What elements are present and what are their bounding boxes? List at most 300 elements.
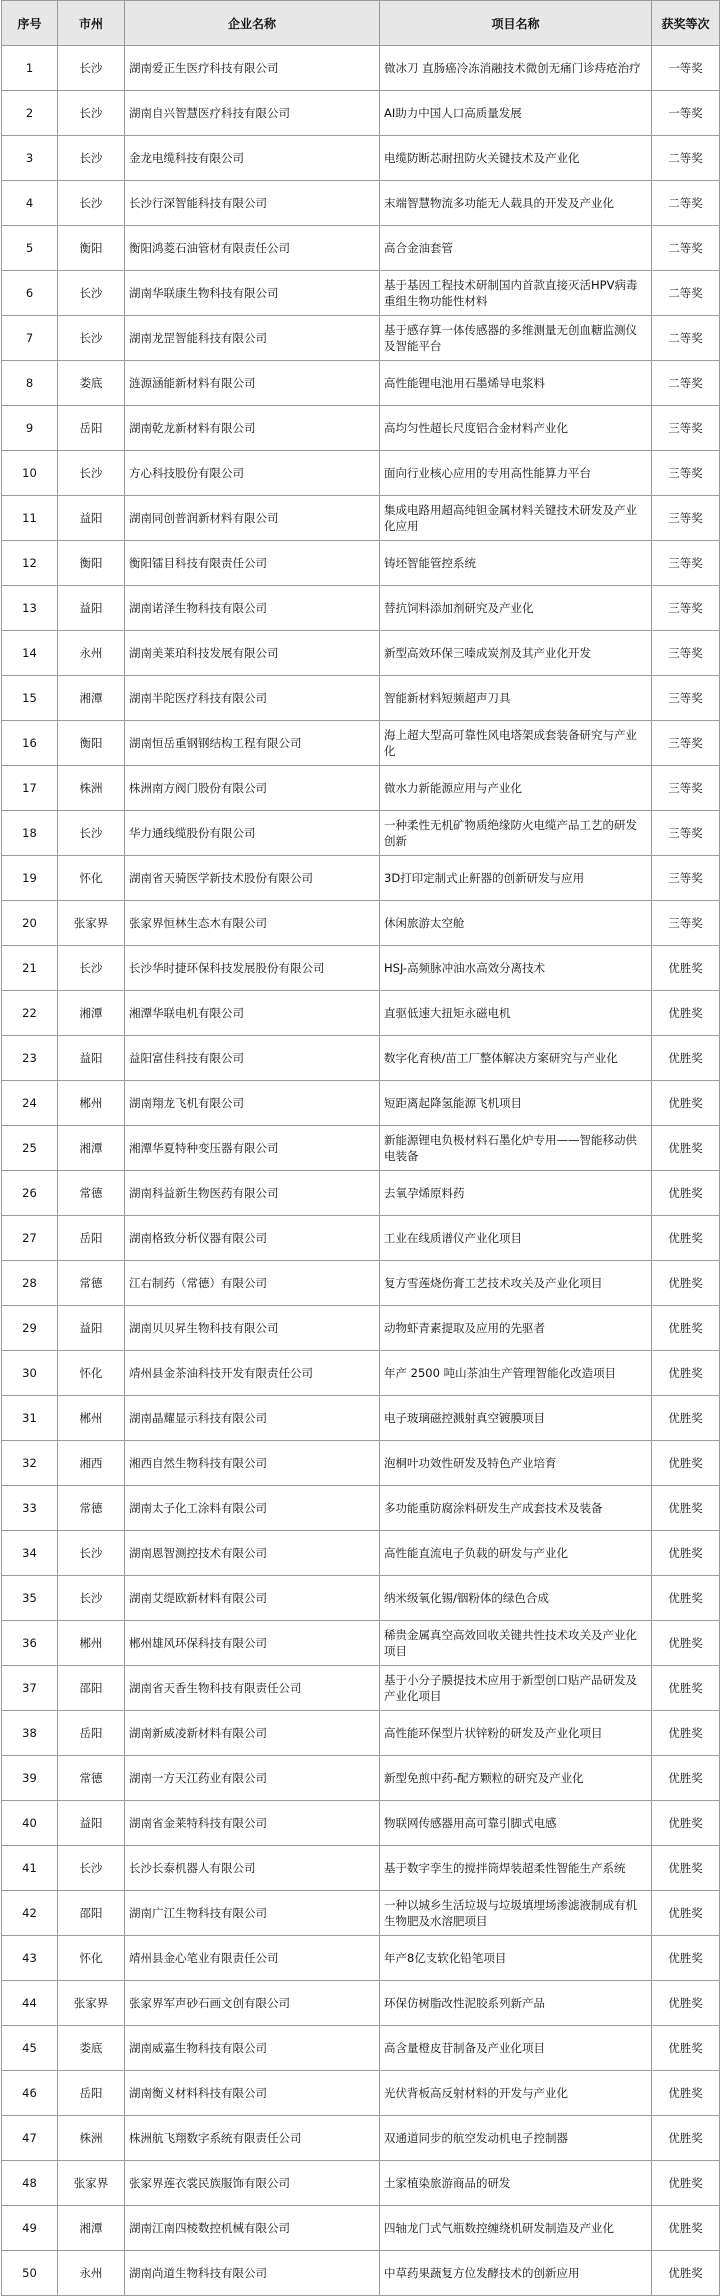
table-row xyxy=(2,1306,720,1351)
table-row xyxy=(2,1711,720,1756)
cell-project: 末端智慧物流多功能无人载具的开发及产业化 xyxy=(380,181,652,226)
cell-city: 郴州 xyxy=(58,1081,125,1126)
cell-city: 邵阳 xyxy=(58,1891,125,1936)
cell-city: 张家界 xyxy=(58,1981,125,2026)
cell-city: 湘潭 xyxy=(58,1126,125,1171)
cell-company: 湖南贝贝昇生物科技有限公司 xyxy=(125,1306,380,1351)
cell-project: 土家植染旅游商品的研发 xyxy=(380,2161,652,2206)
table-row xyxy=(2,676,720,721)
cell-num: 50 xyxy=(2,2251,58,2296)
cell-city: 长沙 xyxy=(58,451,125,496)
cell-company: 湖南乾龙新材料有限公司 xyxy=(125,406,380,451)
cell-award: 优胜奖 xyxy=(652,1216,720,1261)
cell-city: 娄底 xyxy=(58,2026,125,2071)
cell-city: 株洲 xyxy=(58,2116,125,2161)
table-row xyxy=(2,1891,720,1936)
cell-city: 湘潭 xyxy=(58,2206,125,2251)
cell-award: 优胜奖 xyxy=(652,2206,720,2251)
cell-award: 优胜奖 xyxy=(652,1486,720,1531)
cell-num: 45 xyxy=(2,2026,58,2071)
cell-city: 株洲 xyxy=(58,766,125,811)
cell-company: 湘潭华夏特种变压器有限公司 xyxy=(125,1126,380,1171)
cell-award: 优胜奖 xyxy=(652,1036,720,1081)
cell-award: 三等奖 xyxy=(652,811,720,856)
cell-num: 21 xyxy=(2,946,58,991)
cell-num: 36 xyxy=(2,1621,58,1666)
cell-num: 27 xyxy=(2,1216,58,1261)
cell-award: 优胜奖 xyxy=(652,991,720,1036)
cell-company: 湖南省天香生物科技有限责任公司 xyxy=(125,1666,380,1711)
cell-award: 优胜奖 xyxy=(652,1396,720,1441)
cell-company: 湖南美莱珀科技发展有限公司 xyxy=(125,631,380,676)
table-row xyxy=(2,766,720,811)
cell-project: 新型高效环保三嗪成炭剂及其产业化开发 xyxy=(380,631,652,676)
cell-city: 长沙 xyxy=(58,91,125,136)
cell-num: 46 xyxy=(2,2071,58,2116)
cell-city: 娄底 xyxy=(58,361,125,406)
cell-num: 7 xyxy=(2,316,58,361)
cell-company: 湖南翔龙飞机有限公司 xyxy=(125,1081,380,1126)
cell-company: 湖南衡义材料科技有限公司 xyxy=(125,2071,380,2116)
cell-num: 25 xyxy=(2,1126,58,1171)
cell-company: 株洲南方阀门股份有限公司 xyxy=(125,766,380,811)
cell-award: 三等奖 xyxy=(652,541,720,586)
cell-company: 张家界莲衣裳民族服饰有限公司 xyxy=(125,2161,380,2206)
cell-company: 湖南太子化工涂料有限公司 xyxy=(125,1486,380,1531)
cell-company: 湖南恩智测控技术有限公司 xyxy=(125,1531,380,1576)
cell-project: 双通道同步的航空发动机电子控制器 xyxy=(380,2116,652,2161)
cell-num: 3 xyxy=(2,136,58,181)
header-award: 获奖等次 xyxy=(652,1,720,46)
cell-award: 一等奖 xyxy=(652,91,720,136)
cell-city: 常德 xyxy=(58,1171,125,1216)
cell-project: 面向行业核心应用的专用高性能算力平台 xyxy=(380,451,652,496)
cell-award: 二等奖 xyxy=(652,316,720,361)
cell-city: 永州 xyxy=(58,2251,125,2296)
cell-project: 新型免煎中药-配方颗粒的研究及产业化 xyxy=(380,1756,652,1801)
cell-num: 42 xyxy=(2,1891,58,1936)
table-row xyxy=(2,1621,720,1666)
cell-company: 方心科技股份有限公司 xyxy=(125,451,380,496)
table-row xyxy=(2,2071,720,2116)
cell-project: 基于数字孪生的搅拌筒焊装超柔性智能生产系统 xyxy=(380,1846,652,1891)
cell-award: 优胜奖 xyxy=(652,1531,720,1576)
cell-company: 张家界军声砂石画文创有限公司 xyxy=(125,1981,380,2026)
cell-project: 年产8亿支软化铅笔项目 xyxy=(380,1936,652,1981)
cell-num: 43 xyxy=(2,1936,58,1981)
cell-project: 复方雪莲烧伤膏工艺技术攻关及产业化项目 xyxy=(380,1261,652,1306)
cell-company: 涟源涵能新材料有限公司 xyxy=(125,361,380,406)
cell-city: 衡阳 xyxy=(58,541,125,586)
cell-company: 张家界恒林生态木有限公司 xyxy=(125,901,380,946)
cell-project: 光伏背板高反射材料的开发与产业化 xyxy=(380,2071,652,2116)
cell-num: 37 xyxy=(2,1666,58,1711)
cell-num: 49 xyxy=(2,2206,58,2251)
table-row xyxy=(2,271,720,316)
cell-city: 长沙 xyxy=(58,946,125,991)
cell-award: 优胜奖 xyxy=(652,2071,720,2116)
cell-company: 金龙电缆科技有限公司 xyxy=(125,136,380,181)
cell-num: 14 xyxy=(2,631,58,676)
cell-num: 16 xyxy=(2,721,58,766)
cell-num: 38 xyxy=(2,1711,58,1756)
cell-project: 泡桐叶功效性研发及特色产业培育 xyxy=(380,1441,652,1486)
cell-city: 长沙 xyxy=(58,1531,125,1576)
cell-project: 高含量橙皮苷制备及产业化项目 xyxy=(380,2026,652,2071)
cell-num: 44 xyxy=(2,1981,58,2026)
header-row xyxy=(2,1,720,46)
table-row xyxy=(2,1666,720,1711)
cell-award: 优胜奖 xyxy=(652,1126,720,1171)
cell-company: 湖南新威凌新材料有限公司 xyxy=(125,1711,380,1756)
table-row xyxy=(2,136,720,181)
cell-company: 湖南华联康生物科技有限公司 xyxy=(125,271,380,316)
cell-company: 靖州县金心笔业有限责任公司 xyxy=(125,1936,380,1981)
table-row xyxy=(2,496,720,541)
cell-project: 新能源锂电负极材料石墨化炉专用——智能移动供电装备 xyxy=(380,1126,652,1171)
cell-num: 29 xyxy=(2,1306,58,1351)
cell-project: 微水力新能源应用与产业化 xyxy=(380,766,652,811)
table-row xyxy=(2,1261,720,1306)
cell-company: 衡阳鸿菱石油管材有限责任公司 xyxy=(125,226,380,271)
cell-city: 益阳 xyxy=(58,496,125,541)
cell-award: 优胜奖 xyxy=(652,1756,720,1801)
cell-city: 岳阳 xyxy=(58,1711,125,1756)
cell-award: 二等奖 xyxy=(652,136,720,181)
cell-company: 长沙长泰机器人有限公司 xyxy=(125,1846,380,1891)
table-row xyxy=(2,46,720,91)
cell-project: 纳米级氧化锡/铟粉体的绿色合成 xyxy=(380,1576,652,1621)
cell-num: 40 xyxy=(2,1801,58,1846)
cell-city: 常德 xyxy=(58,1756,125,1801)
cell-project: 基于小分子膜提技术应用于新型创口贴产品研发及产业化项目 xyxy=(380,1666,652,1711)
cell-project: HSJ-高频脉冲油水高效分离技术 xyxy=(380,946,652,991)
cell-project: 电缆防断芯耐扭防火关键技术及产业化 xyxy=(380,136,652,181)
cell-city: 益阳 xyxy=(58,1801,125,1846)
table-row xyxy=(2,316,720,361)
cell-city: 怀化 xyxy=(58,856,125,901)
table-row xyxy=(2,991,720,1036)
table-row xyxy=(2,1531,720,1576)
table-row xyxy=(2,2026,720,2071)
cell-project: 工业在线质谱仪产业化项目 xyxy=(380,1216,652,1261)
table-row xyxy=(2,1036,720,1081)
cell-project: 高合金油套管 xyxy=(380,226,652,271)
table-row xyxy=(2,1216,720,1261)
cell-city: 长沙 xyxy=(58,46,125,91)
cell-company: 湖南诺泽生物科技有限公司 xyxy=(125,586,380,631)
cell-num: 5 xyxy=(2,226,58,271)
cell-num: 8 xyxy=(2,361,58,406)
table-row xyxy=(2,811,720,856)
cell-num: 9 xyxy=(2,406,58,451)
cell-num: 6 xyxy=(2,271,58,316)
table-row xyxy=(2,2251,720,2296)
cell-num: 11 xyxy=(2,496,58,541)
table-row xyxy=(2,1486,720,1531)
table-row xyxy=(2,2116,720,2161)
table-row xyxy=(2,721,720,766)
cell-project: 年产 2500 吨山茶油生产管理智能化改造项目 xyxy=(380,1351,652,1396)
cell-award: 优胜奖 xyxy=(652,2116,720,2161)
cell-city: 湘潭 xyxy=(58,676,125,721)
cell-city: 湘西 xyxy=(58,1441,125,1486)
table-row xyxy=(2,2206,720,2251)
cell-city: 益阳 xyxy=(58,1036,125,1081)
cell-company: 益阳富佳科技有限公司 xyxy=(125,1036,380,1081)
table-row xyxy=(2,541,720,586)
table-row xyxy=(2,1801,720,1846)
cell-city: 常德 xyxy=(58,1261,125,1306)
cell-num: 10 xyxy=(2,451,58,496)
cell-award: 优胜奖 xyxy=(652,1576,720,1621)
cell-project: 稀贵金属真空高效回收关键共性技术攻关及产业化项目 xyxy=(380,1621,652,1666)
cell-city: 岳阳 xyxy=(58,1216,125,1261)
cell-award: 优胜奖 xyxy=(652,1936,720,1981)
cell-award: 三等奖 xyxy=(652,496,720,541)
cell-company: 湖南艾缇欧新材料有限公司 xyxy=(125,1576,380,1621)
table-row xyxy=(2,1351,720,1396)
cell-award: 优胜奖 xyxy=(652,1666,720,1711)
cell-num: 1 xyxy=(2,46,58,91)
cell-city: 郴州 xyxy=(58,1396,125,1441)
cell-city: 长沙 xyxy=(58,181,125,226)
cell-company: 长沙华时捷环保科技发展股份有限公司 xyxy=(125,946,380,991)
cell-company: 郴州雄风环保科技有限公司 xyxy=(125,1621,380,1666)
cell-city: 张家界 xyxy=(58,901,125,946)
table-row xyxy=(2,631,720,676)
cell-company: 湖南省金莱特科技有限公司 xyxy=(125,1801,380,1846)
table-row xyxy=(2,946,720,991)
cell-company: 湖南恒岳重钢钢结构工程有限公司 xyxy=(125,721,380,766)
cell-award: 三等奖 xyxy=(652,676,720,721)
cell-company: 长沙行深智能科技有限公司 xyxy=(125,181,380,226)
cell-city: 长沙 xyxy=(58,316,125,361)
table-row xyxy=(2,1081,720,1126)
cell-num: 12 xyxy=(2,541,58,586)
cell-project: 高性能直流电子负载的研发与产业化 xyxy=(380,1531,652,1576)
cell-company: 湖南科益新生物医药有限公司 xyxy=(125,1171,380,1216)
cell-company: 湖南半陀医疗科技有限公司 xyxy=(125,676,380,721)
cell-project: 3D打印定制式止鼾器的创新研发与应用 xyxy=(380,856,652,901)
cell-num: 23 xyxy=(2,1036,58,1081)
cell-project: 短距离起降氢能源飞机项目 xyxy=(380,1081,652,1126)
table-row xyxy=(2,1126,720,1171)
cell-award: 优胜奖 xyxy=(652,2251,720,2296)
cell-company: 湖南格致分析仪器有限公司 xyxy=(125,1216,380,1261)
cell-award: 优胜奖 xyxy=(652,1891,720,1936)
cell-num: 18 xyxy=(2,811,58,856)
cell-award: 优胜奖 xyxy=(652,1351,720,1396)
cell-num: 30 xyxy=(2,1351,58,1396)
cell-award: 三等奖 xyxy=(652,451,720,496)
cell-city: 衡阳 xyxy=(58,226,125,271)
cell-award: 优胜奖 xyxy=(652,1306,720,1351)
cell-project: 基于感存算一体传感器的多维测量无创血糖监测仪及智能平台 xyxy=(380,316,652,361)
table-row xyxy=(2,586,720,631)
table-row xyxy=(2,1936,720,1981)
table-row xyxy=(2,1396,720,1441)
cell-project: 高性能环保型片状锌粉的研发及产业化项目 xyxy=(380,1711,652,1756)
cell-num: 47 xyxy=(2,2116,58,2161)
cell-num: 19 xyxy=(2,856,58,901)
cell-award: 一等奖 xyxy=(652,46,720,91)
awards-table xyxy=(1,0,720,2296)
cell-num: 28 xyxy=(2,1261,58,1306)
cell-num: 41 xyxy=(2,1846,58,1891)
cell-city: 长沙 xyxy=(58,1846,125,1891)
cell-city: 益阳 xyxy=(58,586,125,631)
cell-project: 中草药果蔬复方位发酵技术的创新应用 xyxy=(380,2251,652,2296)
cell-award: 优胜奖 xyxy=(652,1171,720,1216)
cell-project: 直驱低速大扭矩永磁电机 xyxy=(380,991,652,1036)
cell-project: 微冰刀 直肠癌冷冻消融技术微创无痛门诊痔疮治疗 xyxy=(380,46,652,91)
cell-company: 湖南威嘉生物科技有限公司 xyxy=(125,2026,380,2071)
cell-award: 优胜奖 xyxy=(652,1081,720,1126)
cell-num: 39 xyxy=(2,1756,58,1801)
table-header xyxy=(2,1,720,46)
cell-company: 湖南同创普润新材料有限公司 xyxy=(125,496,380,541)
cell-num: 35 xyxy=(2,1576,58,1621)
table-row xyxy=(2,2161,720,2206)
cell-project: 多功能重防腐涂料研发生产成套技术及装备 xyxy=(380,1486,652,1531)
cell-num: 13 xyxy=(2,586,58,631)
cell-project: 一种柔性无机矿物质绝缘防火电缆产品工艺的研发创新 xyxy=(380,811,652,856)
table-row xyxy=(2,1846,720,1891)
cell-award: 优胜奖 xyxy=(652,1711,720,1756)
cell-city: 怀化 xyxy=(58,1936,125,1981)
table-body xyxy=(2,46,720,2296)
cell-project: 高性能锂电池用石墨烯导电浆料 xyxy=(380,361,652,406)
cell-company: 华力通线缆股份有限公司 xyxy=(125,811,380,856)
cell-project: 去氧孕烯原料药 xyxy=(380,1171,652,1216)
table-row xyxy=(2,901,720,946)
table-row xyxy=(2,226,720,271)
cell-award: 优胜奖 xyxy=(652,1846,720,1891)
cell-award: 三等奖 xyxy=(652,586,720,631)
table-row xyxy=(2,451,720,496)
cell-award: 三等奖 xyxy=(652,631,720,676)
cell-num: 26 xyxy=(2,1171,58,1216)
cell-num: 34 xyxy=(2,1531,58,1576)
cell-award: 二等奖 xyxy=(652,361,720,406)
cell-project: 物联网传感器用高可靠引脚式电感 xyxy=(380,1801,652,1846)
table-row xyxy=(2,1981,720,2026)
cell-city: 长沙 xyxy=(58,1576,125,1621)
cell-project: 铸坯智能管控系统 xyxy=(380,541,652,586)
table-row xyxy=(2,1756,720,1801)
cell-num: 20 xyxy=(2,901,58,946)
cell-city: 邵阳 xyxy=(58,1666,125,1711)
cell-award: 优胜奖 xyxy=(652,1621,720,1666)
cell-company: 湘西自然生物科技有限公司 xyxy=(125,1441,380,1486)
cell-city: 益阳 xyxy=(58,1306,125,1351)
cell-company: 株洲航飞翔数字系统有限责任公司 xyxy=(125,2116,380,2161)
table-row xyxy=(2,406,720,451)
cell-num: 2 xyxy=(2,91,58,136)
cell-city: 郴州 xyxy=(58,1621,125,1666)
cell-award: 二等奖 xyxy=(652,181,720,226)
cell-num: 4 xyxy=(2,181,58,226)
cell-num: 33 xyxy=(2,1486,58,1531)
cell-award: 优胜奖 xyxy=(652,1981,720,2026)
cell-award: 三等奖 xyxy=(652,901,720,946)
table-row xyxy=(2,181,720,226)
cell-project: 替抗饲料添加剂研究及产业化 xyxy=(380,586,652,631)
cell-project: 环保仿树脂改性泥胶系列新产品 xyxy=(380,1981,652,2026)
cell-company: 湖南江南四棱数控机械有限公司 xyxy=(125,2206,380,2251)
cell-award: 二等奖 xyxy=(652,271,720,316)
cell-award: 三等奖 xyxy=(652,721,720,766)
table-row xyxy=(2,361,720,406)
cell-project: 智能新材料短频超声刀具 xyxy=(380,676,652,721)
cell-award: 优胜奖 xyxy=(652,2026,720,2071)
table-row xyxy=(2,91,720,136)
cell-city: 长沙 xyxy=(58,811,125,856)
cell-company: 湖南省天骑医学新技术股份有限公司 xyxy=(125,856,380,901)
cell-company: 湖南龙罡智能科技有限公司 xyxy=(125,316,380,361)
cell-project: 海上超大型高可靠性风电塔架成套装备研究与产业化 xyxy=(380,721,652,766)
cell-city: 永州 xyxy=(58,631,125,676)
cell-project: 高均匀性超长尺度铝合金材料产业化 xyxy=(380,406,652,451)
cell-city: 湘潭 xyxy=(58,991,125,1036)
header-num: 序号 xyxy=(2,1,58,46)
cell-project: 基于基因工程技术研制国内首款直接灭活HPV病毒重组生物功能性材料 xyxy=(380,271,652,316)
cell-city: 岳阳 xyxy=(58,406,125,451)
cell-company: 湖南一方天江药业有限公司 xyxy=(125,1756,380,1801)
cell-company: 湖南尚道生物科技有限公司 xyxy=(125,2251,380,2296)
cell-city: 衡阳 xyxy=(58,721,125,766)
header-company: 企业名称 xyxy=(125,1,380,46)
cell-project: 动物虾青素提取及应用的先驱者 xyxy=(380,1306,652,1351)
cell-city: 常德 xyxy=(58,1486,125,1531)
cell-company: 湖南晶耀显示科技有限公司 xyxy=(125,1396,380,1441)
cell-project: 集成电路用超高纯钽金属材料关键技术研发及产业化应用 xyxy=(380,496,652,541)
cell-num: 24 xyxy=(2,1081,58,1126)
cell-project: 一种以城乡生活垃圾与垃圾填埋场渗滤液制成有机生物肥及水溶肥项目 xyxy=(380,1891,652,1936)
cell-company: 湘潭华联电机有限公司 xyxy=(125,991,380,1036)
cell-award: 优胜奖 xyxy=(652,1801,720,1846)
cell-award: 三等奖 xyxy=(652,766,720,811)
header-project: 项目名称 xyxy=(380,1,652,46)
cell-company: 湖南自兴智慧医疗科技有限公司 xyxy=(125,91,380,136)
cell-project: AI助力中国人口高质量发展 xyxy=(380,91,652,136)
cell-award: 优胜奖 xyxy=(652,2161,720,2206)
cell-city: 张家界 xyxy=(58,2161,125,2206)
header-city: 市州 xyxy=(58,1,125,46)
cell-award: 优胜奖 xyxy=(652,946,720,991)
table-row xyxy=(2,1441,720,1486)
table-row xyxy=(2,1171,720,1216)
cell-num: 32 xyxy=(2,1441,58,1486)
cell-company: 靖州县金茶油科技开发有限责任公司 xyxy=(125,1351,380,1396)
cell-award: 三等奖 xyxy=(652,406,720,451)
cell-num: 17 xyxy=(2,766,58,811)
cell-project: 数字化育秧/苗工厂整体解决方案研究与产业化 xyxy=(380,1036,652,1081)
cell-award: 三等奖 xyxy=(652,856,720,901)
cell-company: 衡阳镭目科技有限责任公司 xyxy=(125,541,380,586)
cell-company: 湖南广江生物科技有限公司 xyxy=(125,1891,380,1936)
cell-award: 优胜奖 xyxy=(652,1441,720,1486)
cell-company: 江右制药（常德）有限公司 xyxy=(125,1261,380,1306)
cell-city: 怀化 xyxy=(58,1351,125,1396)
table-row xyxy=(2,856,720,901)
cell-num: 15 xyxy=(2,676,58,721)
cell-company: 湖南爱正生医疗科技有限公司 xyxy=(125,46,380,91)
table-row xyxy=(2,1576,720,1621)
cell-project: 四轴龙门式气瓶数控缠绕机研发制造及产业化 xyxy=(380,2206,652,2251)
cell-city: 长沙 xyxy=(58,136,125,181)
